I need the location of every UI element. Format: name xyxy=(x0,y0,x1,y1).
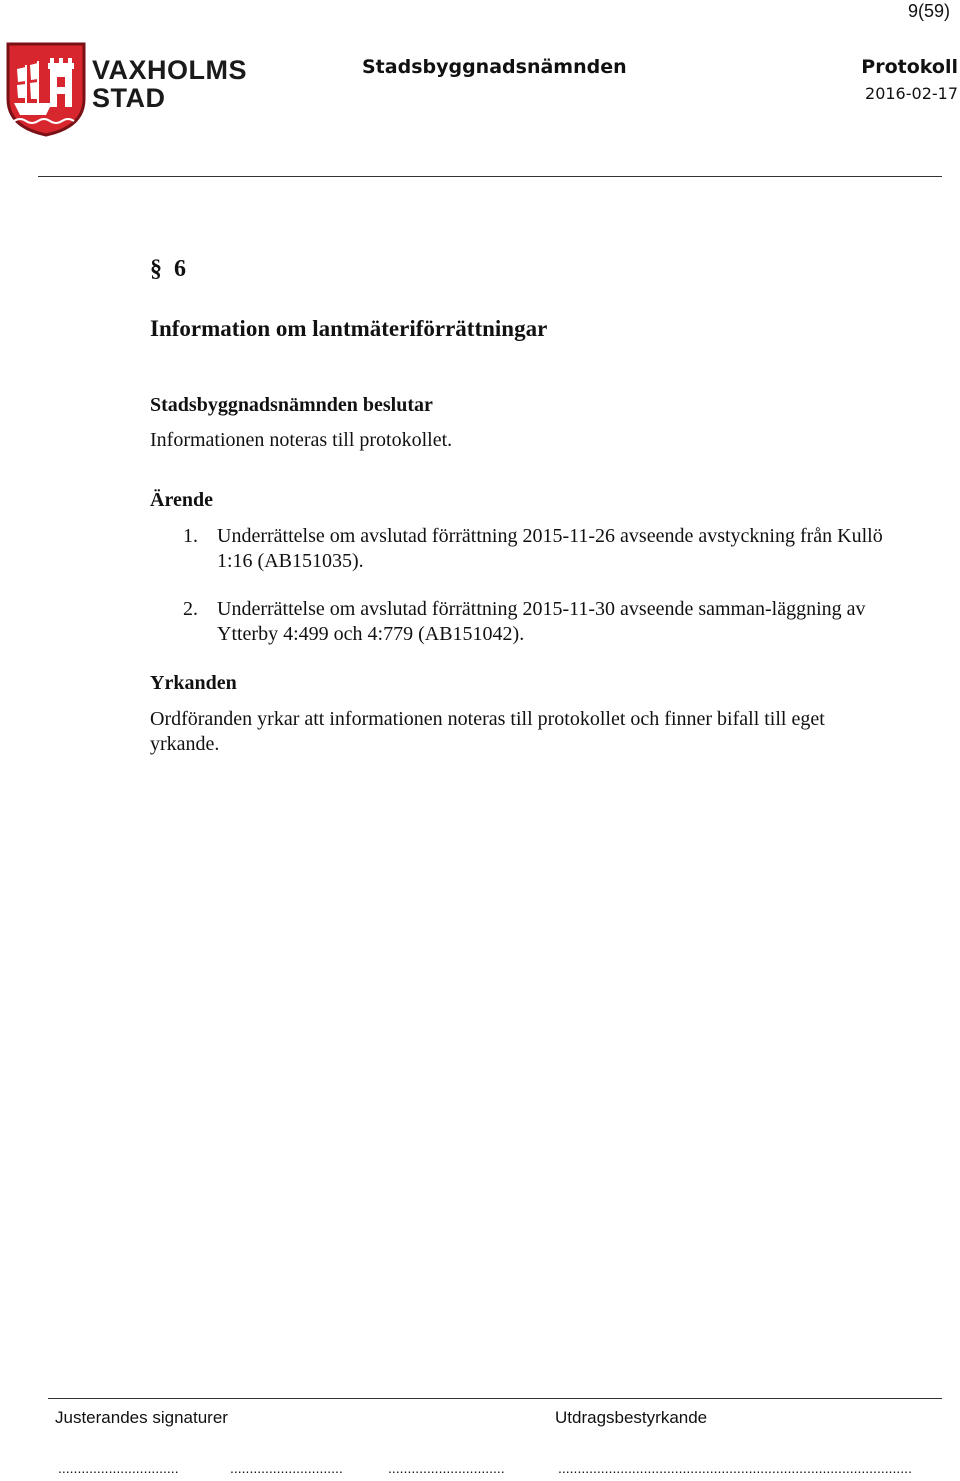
logo-text-line2: STAD xyxy=(92,83,166,113)
doc-date: 2016-02-17 xyxy=(865,84,958,103)
doc-type: Protokoll xyxy=(861,56,958,78)
matter-item xyxy=(150,597,890,647)
section-title: Information om lantmäteriförrättningar xyxy=(150,316,548,341)
matter-heading: Ärende xyxy=(150,489,213,511)
section-number: 6 xyxy=(174,256,186,282)
signature-line: ............................. xyxy=(230,1460,343,1476)
extract-certification-label: Utdragsbestyrkande xyxy=(555,1408,708,1427)
signatures-label: Justerandes signaturer xyxy=(55,1408,228,1427)
claims-heading: Yrkanden xyxy=(150,672,237,694)
coat-of-arms-icon xyxy=(6,41,88,137)
footer-divider xyxy=(48,1398,942,1399)
matter-item-text: Underrättelse om avslutad förrättning 2015-11-26 avseende avstyckning från Kullö 1:16 (AB151035). xyxy=(217,525,883,572)
section-symbol: § xyxy=(150,256,162,282)
extract-signature-line: ........................................................................................... xyxy=(558,1460,912,1476)
doc-meta xyxy=(861,55,958,109)
matter-item-number: 1. xyxy=(183,525,198,547)
signature-line: .............................. xyxy=(388,1460,505,1476)
decision-text: Informationen noteras till protokollet. xyxy=(150,429,453,451)
matter-item xyxy=(150,524,890,574)
section-heading xyxy=(150,254,186,284)
logo-wordmark xyxy=(92,56,247,112)
matter-item-number: 2. xyxy=(183,598,198,620)
header-divider xyxy=(38,176,942,177)
claims-text: Ordföranden yrkar att informationen noteras till protokollet och finner bifall till eget yrkande. xyxy=(150,708,825,755)
page-number: 9(59) xyxy=(907,1,950,21)
matter-item-text: Underrättelse om avslutad förrättning 2015-11-30 avseende samman-läggning av Ytterby 4:499 och 4:779 (AB151042). xyxy=(217,598,866,645)
committee-name: Stadsbyggnadsnämnden xyxy=(362,56,627,78)
signature-line: ............................... xyxy=(58,1460,179,1476)
logo-text-line1: VAXHOLMS xyxy=(92,55,248,85)
decision-heading: Stadsbyggnadsnämnden beslutar xyxy=(150,394,433,416)
